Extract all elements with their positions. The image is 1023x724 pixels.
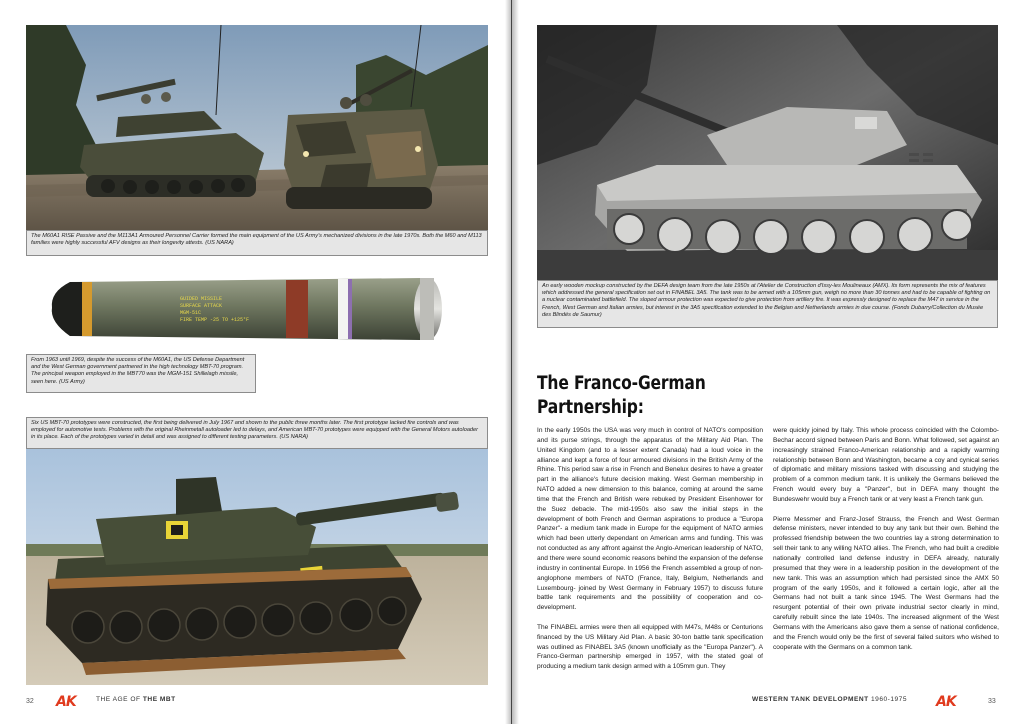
running-title-right-bold: WESTERN TANK DEVELOPMENT xyxy=(752,696,871,703)
missile-stencil-4: FIRE TEMP -25 TO +125°F xyxy=(180,317,250,323)
page-number-left: 32 xyxy=(26,698,34,705)
paragraph: In the early 1950s the USA was very much in control of NATO's composition and its purse strings, through the apparatus of the Military Aid Plan. The United Kingdom (and to a lesser extent Canada) had a loud voice in the alliance and kept a force of four armoured divisions in the British Army of the Rhine. This period saw a rise in French and Benelux desires to have a greater part in the alliance's future decision making. West German membership in NATO added a new dimension to this balance, coming at around the same time that the French and British were rebuked by President Eisenhower for the Suez debacle. The mid-1950s also saw the initial steps in the development of both French and German aspirations to produce a "Europa Panzer"- a medium tank made in Europe for the equipment of NATO armies which had been utterly dependant on American arms and funding. This was not conducted as any affront against the Anglo-American leadership of NATO, and there were sound economic reasons behind the expansion of the defense industry in continental Europe. In 1956 the French assembled a group of non-anglophone members of NATO (France, Italy, Belgium, Netherlands and Luxembourg- joined by West Germany in February 1957) to discuss future battle tank requirements and the possibility of cooperation and co-development. xyxy=(537,427,763,612)
photo-mbt70 xyxy=(26,449,488,685)
caption-m60-m113: The M60A1 RISE Passive and the M113A1 Armoured Personnel Carrier formed the main equipment of the US Army's mechanized divisions in the late 1970s. Both the M60 and M113 families were highly successful AFV designs as their longevity attests. (US NARA) xyxy=(26,230,488,256)
body-column-1 xyxy=(537,426,763,682)
section-heading: The Franco-German Partnership: xyxy=(537,373,706,418)
caption-defa-mockup: An early wooden mockup constructed by the DEFA design team from the late 1950s at l'Atelier de Construction d'Issy-les Moulineaux (AMX). Its form represents the mix of features which addressed the general specification set out in FINABEL 3A5. The tank was to be armed with a 105mm gun, weigh no more than 30 tonnes and had to be capable of fighting on a nuclear contaminated battlefield. The sloped armour protection was expected to give protection from artillery fire. It was expressly designed to replace the M47 in service in the French, West German and Italian armies, but interest in the 3A5 specification extended to the Belgian and Netherlands armies in due course. (Fonds Dubarry/Collection du Musée des Blindés de Saumur) xyxy=(537,280,998,328)
photo-m60-m113 xyxy=(26,25,488,230)
paragraph: The FINABEL armies were then all equipped with M47s, M48s or Centurions financed by the US Military Aid Plan. A basic 30-ton battle tank specification was outlined as FINABEL 3A5 (known unofficially as the "Europa Panzer"). A Franco-German partnership emerged in 1957, with the stated goal of producing a medium tank design armed with a 105mm gun. They xyxy=(537,623,763,671)
book-gutter xyxy=(505,0,519,724)
ak-logo-left: AK xyxy=(56,694,76,710)
missile-stencil-3: MGM-51C xyxy=(180,310,202,316)
running-title-left xyxy=(96,696,176,703)
running-title-left-bold: THE MBT xyxy=(142,696,176,703)
caption-mbt70: Six US MBT-70 prototypes were constructed, the first being delivered in July 1967 and shown to the public three months later. The first prototype lacked fire controls and was employed for automotive tests. Problems with the original Rheinmetall autoloader led to delays, and American MBT-70 prototypes were equipped with the General Motors autoloader in its place. Each of the prototypes varied in detail and was assigned to different testing parameters. (US NARA) xyxy=(26,417,488,449)
paragraph: were quickly joined by Italy. This whole process coincided with the Colombo-Bechar accord signed between Paris and Bonn. What followed, set against an increasingly strained Franco-American relationship and a rapidly warming relationship between Bonn and Washington, became a coy and cynical series of diplomatic and military missions tasked with discussing and studying the problem of a common medium tank. It is unlikely the Germans believed the French would every buy a "Panzer", but in DEFA many thought the Bundeswehr would buy a French tank or at very least a French tank gun. xyxy=(773,427,999,503)
body-column-2 xyxy=(773,426,999,662)
caption-missile: From 1963 until 1969, despite the success of the M60A1, the US Defense Department and the West German government partnered in the high technology MBT-70 program. The principal weapon employed in the MBT70 was the MGM-151 Shillelagh missile, seen here. (US Army) xyxy=(26,354,256,393)
running-title-right xyxy=(752,696,907,703)
page-number-right: 33 xyxy=(988,698,996,705)
missile-stencil-2: SURFACE ATTACK xyxy=(180,303,223,309)
missile-stencil-1: GUIDED MISSILE xyxy=(180,296,223,302)
photo-shillelagh-missile xyxy=(48,268,460,348)
ak-logo-right: AK xyxy=(936,694,956,710)
paragraph: Pierre Messmer and Franz-Josef Strauss, the French and West German defense ministers, never intended to buy any tank but their own. Behind the professed friendship between the two countries lay a strong determination to sell their tank to any willing NATO allies. The French, who had built a credible nationally controlled land defense industry in DEFA already, naturally presumed that they were in a leadership position in the development of the new tank. This was an assumption which had persisted since the AMX 50 program of the early 1950s, and it followed a certain logic, after all the Germans had not built a tank since 1945. The West Germans had the resurgent potential of their own private industrial sector clearly in mind, carefully rebuilt since the late 1940s. The increased alignment of the West Germans with the Americans also gave them a sense of national confidence, and the French would only be the first of several failed suitors who wished to cooperate with the Germans on a common tank. xyxy=(773,515,999,651)
photo-defa-wooden-mockup xyxy=(537,25,998,280)
left-page xyxy=(0,0,511,724)
running-title-right-regular: 1960-1975 xyxy=(870,696,908,703)
running-title-left-regular: THE AGE OF xyxy=(96,696,143,703)
